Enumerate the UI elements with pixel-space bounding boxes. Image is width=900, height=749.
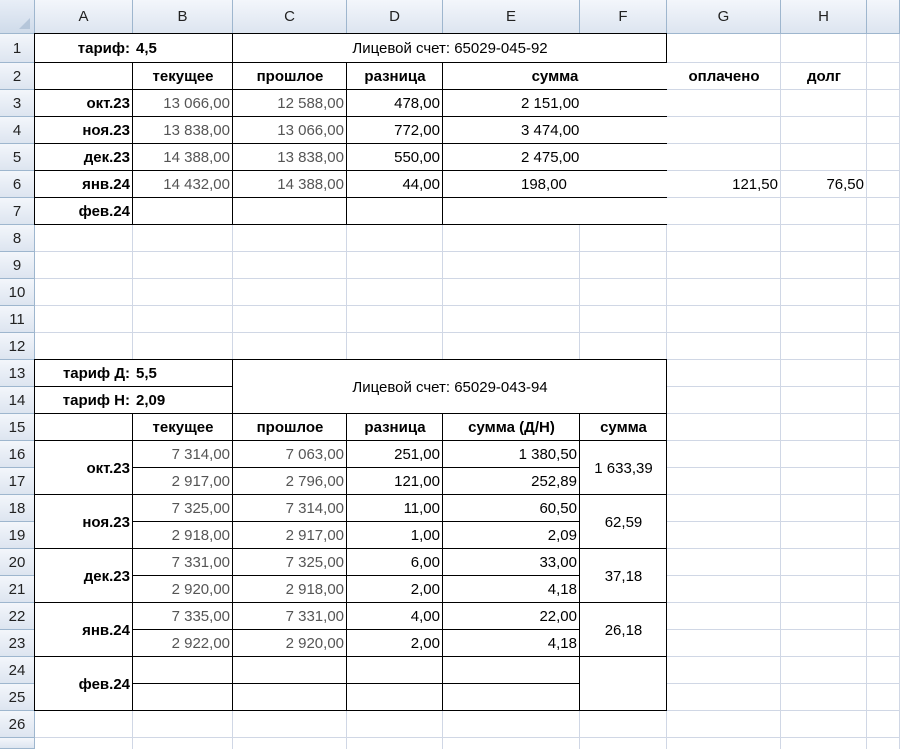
current-value-cell[interactable]: 2 917,00 (171, 473, 230, 490)
current-value-cell[interactable] (133, 657, 233, 684)
column-header-f[interactable]: F (580, 0, 667, 34)
tariff-label[interactable]: тариф: (77, 40, 130, 57)
diff-value-cell[interactable]: 478,00 (394, 95, 440, 112)
month-cell[interactable]: окт.23 (86, 95, 130, 112)
diff-value-cell[interactable]: 44,00 (402, 176, 440, 193)
row-header-18[interactable]: 18 (0, 495, 35, 522)
current-value-cell[interactable]: 13 838,00 (163, 122, 230, 139)
diff-value-cell[interactable]: 2,00 (410, 635, 440, 652)
diff-value-cell[interactable]: 550,00 (394, 149, 440, 166)
header-sum[interactable]: сумма (600, 419, 647, 436)
debt-value-cell[interactable] (781, 144, 867, 171)
previous-value-cell[interactable]: 13 066,00 (277, 122, 344, 139)
row-header-10[interactable]: 10 (0, 279, 35, 306)
diff-value-cell[interactable]: 2,00 (410, 581, 440, 598)
gridline-h (35, 251, 900, 252)
sum-value-cell[interactable]: 2 151,00 (521, 95, 580, 112)
header-previous[interactable]: прошлое (256, 68, 324, 85)
column-header-next[interactable] (867, 0, 900, 34)
current-value-cell[interactable]: 2 918,00 (171, 527, 230, 544)
row-header-7[interactable]: 7 (0, 198, 35, 225)
gridline-h (35, 278, 900, 279)
gridline-h (35, 332, 900, 333)
gridline-h (35, 305, 900, 306)
total-sum-cell[interactable]: 37,18 (604, 567, 643, 585)
row-header-15[interactable]: 15 (0, 414, 35, 441)
sum-value-cell[interactable]: 4,18 (547, 635, 577, 652)
header-diff[interactable]: разница (364, 68, 426, 85)
month-cell[interactable]: фев.24 (78, 675, 130, 693)
month-cell[interactable]: ноя.23 (82, 122, 130, 139)
current-value-cell[interactable] (133, 198, 233, 225)
current-value-cell[interactable] (133, 684, 233, 711)
month-cell[interactable]: окт.23 (86, 459, 130, 477)
previous-value-cell[interactable]: 12 588,00 (277, 95, 344, 112)
sum-value-cell[interactable] (443, 198, 667, 225)
tariff-value[interactable]: 4,5 (136, 40, 157, 57)
column-header-c[interactable]: C (233, 0, 347, 34)
header-debt[interactable]: долг (806, 68, 842, 85)
header-paid[interactable]: оплачено (688, 68, 760, 85)
account-title-1[interactable]: Лицевой счет: 65029-045-92 (352, 40, 548, 57)
current-value-cell[interactable]: 14 432,00 (163, 176, 230, 193)
paid-value-cell[interactable] (667, 90, 781, 117)
debt-value-cell[interactable] (781, 117, 867, 144)
diff-value-cell[interactable]: 4,00 (410, 608, 440, 625)
row-header-26[interactable]: 26 (0, 711, 35, 738)
diff-value-cell[interactable] (347, 657, 443, 684)
sum-value-cell[interactable]: 2,09 (547, 527, 577, 544)
row-header-22[interactable]: 22 (0, 603, 35, 630)
previous-value-cell[interactable]: 7 325,00 (285, 554, 344, 571)
sum-value-cell[interactable]: 252,89 (531, 473, 577, 490)
row-header-4[interactable]: 4 (0, 117, 35, 144)
row-header-3[interactable]: 3 (0, 90, 35, 117)
current-value-cell[interactable]: 2 922,00 (171, 635, 230, 652)
header-current[interactable]: текущее (152, 419, 214, 436)
total-sum-cell[interactable]: 1 633,39 (594, 459, 653, 477)
month-cell[interactable]: янв.24 (82, 621, 130, 639)
debt-value-cell[interactable] (781, 90, 867, 117)
gridline-h (35, 737, 900, 738)
sum-value-cell[interactable] (443, 684, 580, 711)
row-header-12[interactable]: 12 (0, 333, 35, 360)
previous-value-cell[interactable] (233, 657, 347, 684)
row-header-23[interactable]: 23 (0, 630, 35, 657)
month-cell[interactable]: ноя.23 (82, 513, 130, 531)
previous-value-cell[interactable] (233, 684, 347, 711)
total-sum-cell[interactable] (580, 657, 667, 711)
row-header-19[interactable]: 19 (0, 522, 35, 549)
row-header-24[interactable]: 24 (0, 657, 35, 684)
row-header-2[interactable]: 2 (0, 63, 35, 90)
column-header-d[interactable]: D (347, 0, 443, 34)
select-all-triangle-icon (19, 18, 30, 29)
row-header-next[interactable] (0, 738, 35, 749)
row-header-11[interactable]: 11 (0, 306, 35, 333)
row-header-13[interactable]: 13 (0, 360, 35, 387)
previous-value-cell[interactable]: 7 063,00 (285, 446, 344, 463)
total-sum-cell[interactable]: 62,59 (604, 513, 643, 531)
sum-value-cell[interactable]: 22,00 (539, 608, 577, 625)
current-value-cell[interactable]: 13 066,00 (163, 95, 230, 112)
row-header-20[interactable]: 20 (0, 549, 35, 576)
current-value-cell[interactable]: 7 335,00 (171, 608, 230, 625)
current-value-cell[interactable]: 7 314,00 (171, 446, 230, 463)
previous-value-cell[interactable]: 7 314,00 (285, 500, 344, 517)
row-header-17[interactable]: 17 (0, 468, 35, 495)
current-value-cell[interactable]: 2 920,00 (171, 581, 230, 598)
diff-value-cell[interactable]: 251,00 (394, 446, 440, 463)
row-header-25[interactable]: 25 (0, 684, 35, 711)
tariff-d-value[interactable]: 5,5 (136, 365, 157, 382)
column-header-h[interactable]: H (781, 0, 867, 34)
sum-value-cell[interactable]: 2 475,00 (521, 149, 580, 166)
header-previous[interactable]: прошлое (256, 419, 324, 436)
column-header-a[interactable]: A (35, 0, 133, 34)
sum-value-cell[interactable]: 1 380,50 (518, 446, 577, 463)
sum-value-cell[interactable]: 60,50 (539, 500, 577, 517)
paid-value-cell[interactable] (667, 144, 781, 171)
row-header-21[interactable]: 21 (0, 576, 35, 603)
debt-value-cell[interactable] (781, 198, 867, 225)
month-cell[interactable]: дек.23 (83, 567, 130, 585)
current-value-cell[interactable]: 7 331,00 (171, 554, 230, 571)
sum-value-cell[interactable]: 4,18 (547, 581, 577, 598)
sum-value-cell[interactable]: 33,00 (539, 554, 577, 571)
diff-value-cell[interactable]: 6,00 (410, 554, 440, 571)
header-sum-dn[interactable]: сумма (Д/Н) (468, 419, 555, 436)
account-title-2[interactable]: Лицевой счет: 65029-043-94 (352, 378, 548, 396)
diff-value-cell[interactable] (347, 198, 443, 225)
sum-value-cell[interactable] (443, 657, 580, 684)
row-header-8[interactable]: 8 (0, 225, 35, 252)
previous-value-cell[interactable]: 2 796,00 (285, 473, 344, 490)
paid-value-cell[interactable] (667, 198, 781, 225)
tariff-d-label[interactable]: тариф Д: (62, 365, 130, 382)
month-cell[interactable]: фев.24 (78, 203, 130, 220)
diff-value-cell[interactable]: 11,00 (403, 500, 440, 517)
row-header-1[interactable]: 1 (0, 34, 35, 63)
row-header-6[interactable]: 6 (0, 171, 35, 198)
row-header-5[interactable]: 5 (0, 144, 35, 171)
paid-value-cell[interactable]: 121,50 (732, 176, 778, 193)
previous-value-cell[interactable]: 2 920,00 (285, 635, 344, 652)
debt-value-cell[interactable]: 76,50 (826, 176, 864, 193)
diff-value-cell[interactable]: 772,00 (394, 122, 440, 139)
previous-value-cell[interactable]: 2 918,00 (285, 581, 344, 598)
row-header-16[interactable]: 16 (0, 441, 35, 468)
previous-value-cell[interactable]: 2 917,00 (285, 527, 344, 544)
column-header-g[interactable]: G (667, 0, 781, 34)
row-header-14[interactable]: 14 (0, 387, 35, 414)
header-current[interactable]: текущее (152, 68, 214, 85)
current-value-cell[interactable]: 14 388,00 (163, 149, 230, 166)
paid-value-cell[interactable] (667, 117, 781, 144)
header-sum[interactable]: сумма (531, 68, 579, 85)
row-header-9[interactable]: 9 (0, 252, 35, 279)
column-header-e[interactable]: E (443, 0, 580, 34)
sum-value-cell[interactable]: 198,00 (521, 176, 567, 193)
tariff-n-label[interactable]: тариф Н: (62, 392, 130, 409)
tariff-n-value[interactable]: 2,09 (136, 392, 166, 409)
previous-value-cell[interactable]: 7 331,00 (285, 608, 344, 625)
diff-value-cell[interactable]: 121,00 (394, 473, 440, 490)
sum-value-cell[interactable]: 3 474,00 (521, 122, 580, 139)
select-all-corner[interactable] (0, 0, 35, 34)
previous-value-cell[interactable]: 14 388,00 (277, 176, 344, 193)
column-header-b[interactable]: B (133, 0, 233, 34)
current-value-cell[interactable]: 7 325,00 (171, 500, 230, 517)
month-cell[interactable]: дек.23 (83, 149, 130, 166)
diff-value-cell[interactable]: 1,00 (410, 527, 440, 544)
month-cell[interactable]: янв.24 (82, 176, 130, 193)
total-sum-cell[interactable]: 26,18 (604, 621, 643, 639)
diff-value-cell[interactable] (347, 684, 443, 711)
header-diff[interactable]: разница (364, 419, 426, 436)
previous-value-cell[interactable]: 13 838,00 (277, 149, 344, 166)
previous-value-cell[interactable] (233, 198, 347, 225)
